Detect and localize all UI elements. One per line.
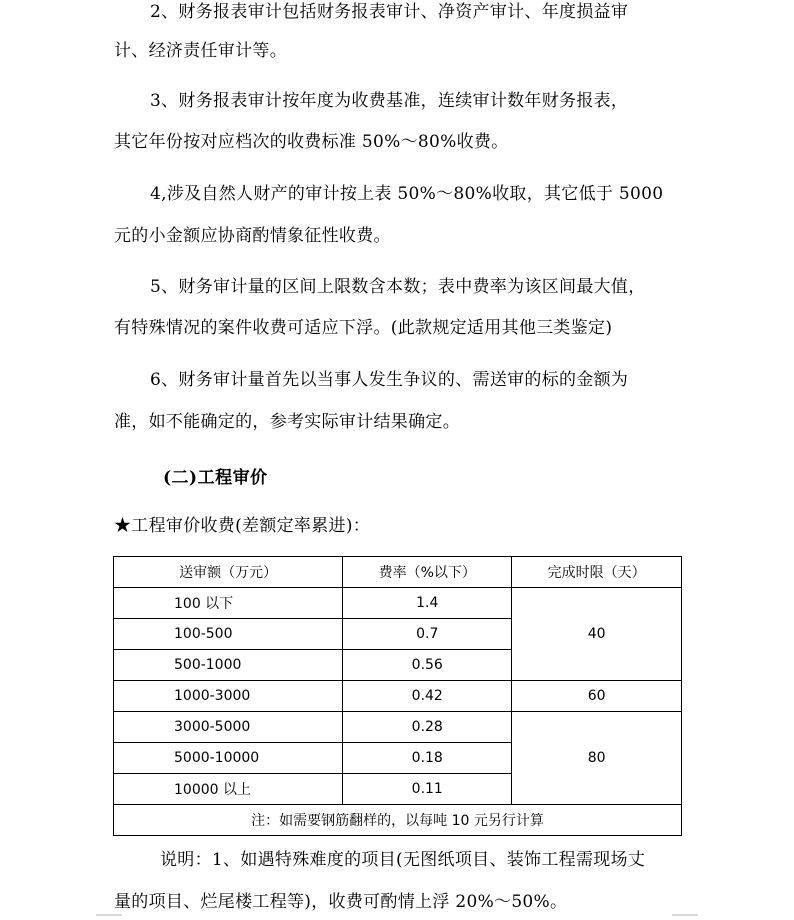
table-header-row — [114, 557, 682, 588]
fee-table — [113, 556, 682, 836]
cell-rate: 0.56 — [343, 650, 512, 681]
cell-amount: 5000-10000 — [114, 743, 343, 774]
paragraph-4-line-1: 4,涉及自然人财产的审计按上表 50%～80%收取，其它低于 5000 — [150, 184, 664, 204]
cell-time-limit: 40 — [512, 588, 682, 681]
fee-table-caption: ★工程审价收费(差额定率累进)： — [114, 516, 371, 536]
cell-rate: 1.4 — [343, 588, 512, 619]
header-rate: 费率（%以下） — [343, 557, 512, 588]
paragraph-4-line-2: 元的小金额应协商酌情象征性收费。 — [114, 226, 391, 246]
paragraph-2-line-2: 计、经济责任审计等。 — [114, 41, 287, 61]
cell-amount: 1000-3000 — [114, 681, 343, 712]
cell-amount: 100 以下 — [114, 588, 343, 619]
header-time-limit: 完成时限（天） — [512, 557, 682, 588]
cell-rate: 0.11 — [343, 774, 512, 805]
cell-rate: 0.28 — [343, 712, 512, 743]
table-row — [114, 681, 682, 712]
header-amount: 送审额（万元） — [114, 557, 343, 588]
cell-rate: 0.42 — [343, 681, 512, 712]
paragraph-5-line-2: 有特殊情况的案件收费可适应下浮。(此款规定适用其他三类鉴定) — [114, 318, 613, 338]
section-heading: (二)工程审价 — [163, 468, 268, 488]
paragraph-2-line-1: 2、财务报表审计包括财务报表审计、净资产审计、年度损益审 — [150, 2, 629, 22]
cell-amount: 3000-5000 — [114, 712, 343, 743]
cell-rate: 0.7 — [343, 619, 512, 650]
paragraph-3-line-1: 3、财务报表审计按年度为收费基准，连续审计数年财务报表， — [150, 91, 629, 111]
explanation-line-2: 量的项目、烂尾楼工程等)，收费可酌情上浮 20%～50%。 — [114, 892, 568, 912]
page-margin-mark-left — [96, 914, 122, 916]
cell-rate: 0.18 — [343, 743, 512, 774]
table-note: 注：如需要钢筋翻样的，以每吨 10 元另行计算 — [114, 805, 682, 836]
cell-amount: 100-500 — [114, 619, 343, 650]
explanation-line-1: 说明：1、如遇特殊难度的项目(无图纸项目、装饰工程需现场丈 — [160, 850, 646, 870]
cell-time-limit: 80 — [512, 712, 682, 805]
paragraph-6-line-1: 6、财务审计量首先以当事人发生争议的、需送审的标的金额为 — [150, 370, 629, 390]
table-row — [114, 588, 682, 619]
page-margin-mark-right — [672, 914, 698, 916]
paragraph-6-line-2: 准，如不能确定的，参考实际审计结果确定。 — [114, 412, 460, 432]
cell-time-limit: 60 — [512, 681, 682, 712]
cell-amount: 10000 以上 — [114, 774, 343, 805]
table-note-row — [114, 805, 682, 836]
paragraph-3-line-2: 其它年份按对应档次的收费标准 50%～80%收费。 — [114, 132, 509, 152]
cell-amount: 500-1000 — [114, 650, 343, 681]
paragraph-5-line-1: 5、财务审计量的区间上限数含本数；表中费率为该区间最大值， — [150, 277, 646, 297]
table-row — [114, 712, 682, 743]
